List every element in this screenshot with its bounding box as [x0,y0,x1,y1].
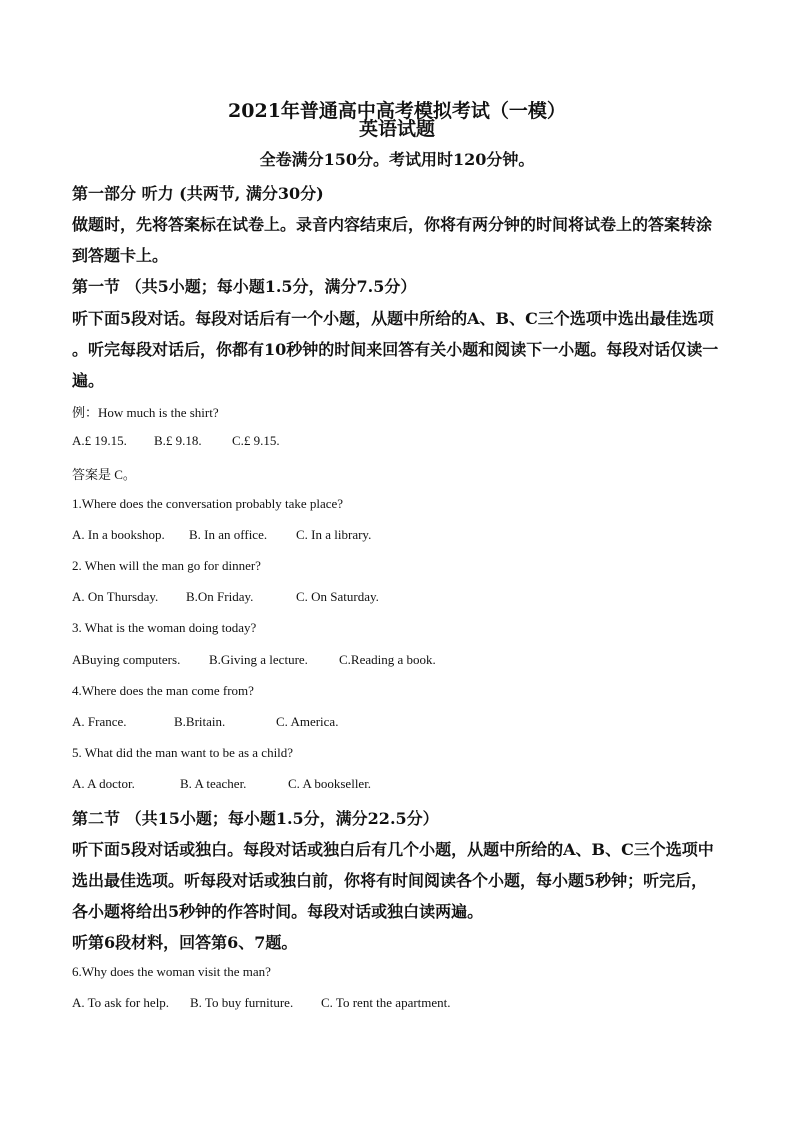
option: ABuying computers. [72,652,181,667]
option: A. On Thursday. [72,589,159,604]
option: A. In a bookshop. [72,527,165,542]
example-question: 例：How much is the shirt? [72,405,219,420]
section1-instruction-line: 遍。 [72,371,105,390]
section2-instruction-line: 听下面5段对话或独白。每段对话或独白后有几个小题，从题中所给的A、B、C三个选项中 [72,840,714,859]
question-options [72,714,338,730]
option: B. In an office. [189,527,268,542]
section2-heading: 第二节 （共15小题；每小题1.5分，满分22.5分） [72,809,439,828]
option: C. In a library. [296,527,372,542]
option: A. To ask for help. [72,995,170,1010]
question-text: 3. What is the woman doing today? [72,620,257,635]
section1-heading: 第一节 （共5小题；每小题1.5分，满分7.5分） [72,277,417,296]
option: B.£ 9.18. [154,433,202,448]
part1-heading: 第一部分 听力 (共两节, 满分30分) [72,184,324,203]
section1-instruction-line: 听下面5段对话。每段对话后有一个小题，从题中所给的A、B、C三个选项中选出最佳选项 [72,309,714,328]
part1-instruction-line: 到答题卡上。 [72,246,169,265]
question-options [72,995,451,1011]
option: B.Britain. [174,714,226,729]
option: A.£ 19.15. [72,433,127,448]
option: C. A bookseller. [288,776,372,791]
example-options [72,433,280,449]
option: A. A doctor. [72,776,135,791]
option: A. France. [72,714,127,729]
section2-instruction-line: 各小题将给出5秒钟的作答时间。每段对话或独白读两遍。 [72,902,484,921]
part1-instruction-line: 做题时，先将答案标在试卷上。录音内容结束后，你将有两分钟的时间将试卷上的答案转涂 [72,215,713,234]
question-text: 6.Why does the woman visit the man? [72,964,271,979]
exam-note: 全卷满分150分。考试用时120分钟。 [259,150,535,169]
section1-instruction-line: 。听完每段对话后，你都有10秒钟的时间来回答有关小题和阅读下一小题。每段对话仅读一 [72,340,719,359]
material-heading: 听第6段材料，回答第6、7题。 [72,933,298,952]
option: C. On Saturday. [296,589,379,604]
option: C. America. [276,714,339,729]
question-options [72,589,379,605]
question-options [72,652,436,668]
exam-subject: 英语试题 [358,118,435,140]
question-options [72,776,371,792]
exam-title: 2021年普通高中高考模拟考试（一模） [228,100,566,122]
question-text: 4.Where does the man come from? [72,683,254,698]
option: C. To rent the apartment. [321,995,451,1010]
question-text: 1.Where does the conversation probably take place? [72,496,344,511]
question-text: 5. What did the man want to be as a child? [72,745,294,760]
option: B. A teacher. [180,776,247,791]
option: B. To buy furniture. [190,995,294,1010]
section2-instruction-line: 选出最佳选项。听每段对话或独白前，你将有时间阅读各个小题，每小题5秒钟；听完后， [72,871,708,890]
example-answer: 答案是 C。 [72,467,136,482]
question-text: 2. When will the man go for dinner? [72,558,261,573]
option: C.£ 9.15. [232,433,280,448]
question-options [72,527,371,543]
option: B.Giving a lecture. [209,652,308,667]
option: B.On Friday. [186,589,254,604]
option: C.Reading a book. [339,652,436,667]
